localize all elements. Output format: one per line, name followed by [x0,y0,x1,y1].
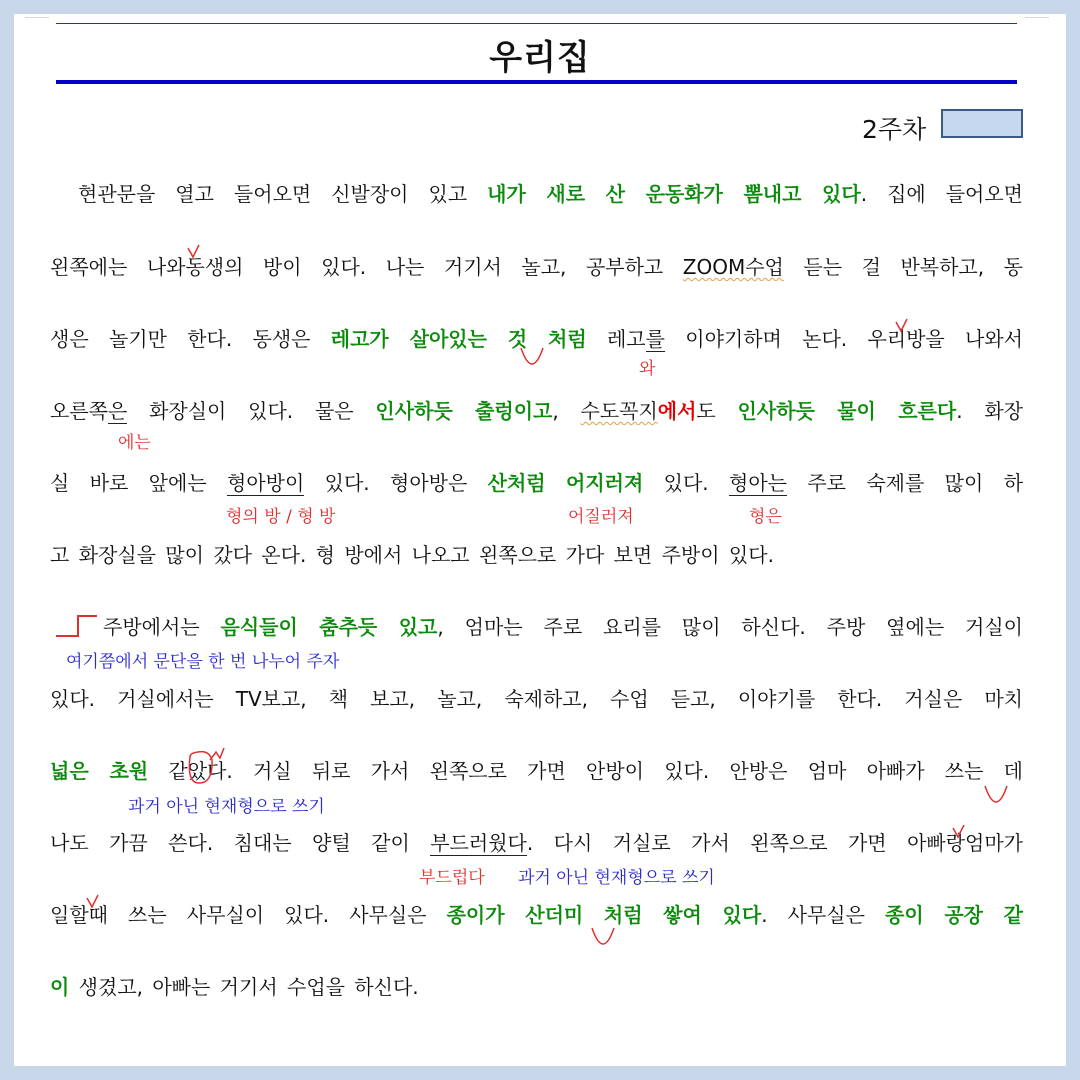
marked-text: 를 [645,327,665,351]
marked-text: 형아방이 [227,471,305,495]
marked-text: 에서 [657,399,697,423]
highlighted-phrase: 종이 공장 같 [885,903,1023,927]
text-segment: 오른쪽 [50,399,108,423]
text-segment: 일할때 쓰는 사무실이 있다. 사무실은 [50,903,447,927]
text-segment: . 집에 들어오면 [860,182,1023,206]
correction-budeureopda: 부드럽다 [419,868,485,888]
tense-note-1: 과거 아닌 현재형으로 쓰기 [128,797,325,817]
text-segment: 있다. 형아방은 [304,471,488,495]
text-segment: 실 바로 앞에는 [50,471,228,495]
text-segment: . 사무실은 [761,903,886,927]
highlighted-phrase: 넓은 초원 [50,759,149,783]
text-segment: 있다. 거실에서는 TV보고, 책 보고, 놀고, 숙제하고, 수업 듣고, 이야기를 한다. 거실은 마치 [50,687,1023,711]
text-segment: . 화장 [956,399,1023,423]
close-up-mark-2 [985,786,1007,802]
week-label: 2주차 [862,115,927,144]
text-segment: 도 [696,399,738,423]
text-segment: , 엄마는 주로 요리를 많이 하신다. 주방 옆에는 거실이 [437,615,1023,639]
marked-text: 은 [107,399,128,423]
page-title: 우리집 [489,38,591,78]
marked-text: ZOOM수업 [682,255,784,279]
highlighted-phrase: 인사하듯 출렁이고 [375,399,553,423]
circle-mark [189,752,212,783]
correction-eojilleojyeo: 어질러져 [568,507,634,527]
correction-hyeong-bang: 형의 방 / 형 방 [226,507,336,527]
text-segment: . 다시 거실로 가서 왼쪽으로 가면 아빠랑엄마가 [526,831,1023,855]
text-segment: 화장실이 있다. 물은 [127,399,376,423]
paragraph-note: 여기쯤에서 문단을 한 번 나누어 주자 [66,652,340,672]
close-up-mark-1 [521,348,543,364]
highlighted-phrase: 어지러져 [566,471,644,495]
highlighted-phrase: 산처럼 [487,471,546,495]
highlighted-phrase: 음식들이 춤추듯 있고 [220,615,438,639]
text-segment: 같았다. 거실 뒤로 가서 왼쪽으로 가면 안방이 있다. 안방은 엄마 아빠가 쓰는 데 [148,759,1023,783]
spacing-mark-2 [896,319,907,331]
text-segment: 생은 놀기만 한다. 동생은 [50,327,331,351]
text-segment: 고 화장실을 많이 갔다 온다. 형 방에서 나오고 왼쪽으로 가다 보면 주방이 있다. [50,543,774,567]
correction-eneun: 에는 [118,433,151,453]
text-segment: 왼쪽에는 나와동생의 방이 있다. 나는 거기서 놀고, 공부하고 [50,255,683,279]
text-segment: 현관문을 열고 들어오면 신발장이 있고 [78,182,488,206]
text-segment: 이야기하며 논다. 우리방을 나와서 [664,327,1024,351]
highlighted-phrase: 레고가 살아있는 것 처럼 [330,327,587,351]
text-segment: 듣는 걸 반복하고, 동 [783,255,1023,279]
highlighted-phrase: 이 [50,975,70,999]
highlighted-phrase: 종이가 산더미 처럼 쌓여 있다 [446,903,762,927]
tense-note-2: 과거 아닌 현재형으로 쓰기 [518,868,715,888]
text-segment: 주방에서는 [103,615,221,639]
text-segment: , [552,399,581,423]
spacing-mark-3 [953,825,964,837]
text-segment: 주로 숙제를 많이 하 [787,471,1024,495]
close-up-mark-3 [592,928,614,944]
correction-hyeongeun: 형은 [749,507,782,527]
check-mark [210,748,224,760]
paragraph-mark [56,616,97,636]
marked-text: 부드러웠다 [430,831,527,855]
text-segment: 생겼고, 아빠는 거기서 수업을 하신다. [69,975,419,999]
marked-text: 수도꼭지 [580,399,658,423]
spacing-mark-1 [188,245,199,257]
marked-text: 형아는 [729,471,787,495]
text-segment: 있다. [643,471,730,495]
correction-wa: 와 [639,359,656,379]
highlighted-phrase: 내가 새로 산 운동화가 뽐내고 있다 [487,182,861,206]
text-segment: 나도 가끔 쓴다. 침대는 양털 같이 [50,831,431,855]
text-segment: 레고 [586,327,646,351]
highlighted-phrase: 인사하듯 물이 흐른다 [737,399,957,423]
spacing-mark-4 [87,895,98,907]
